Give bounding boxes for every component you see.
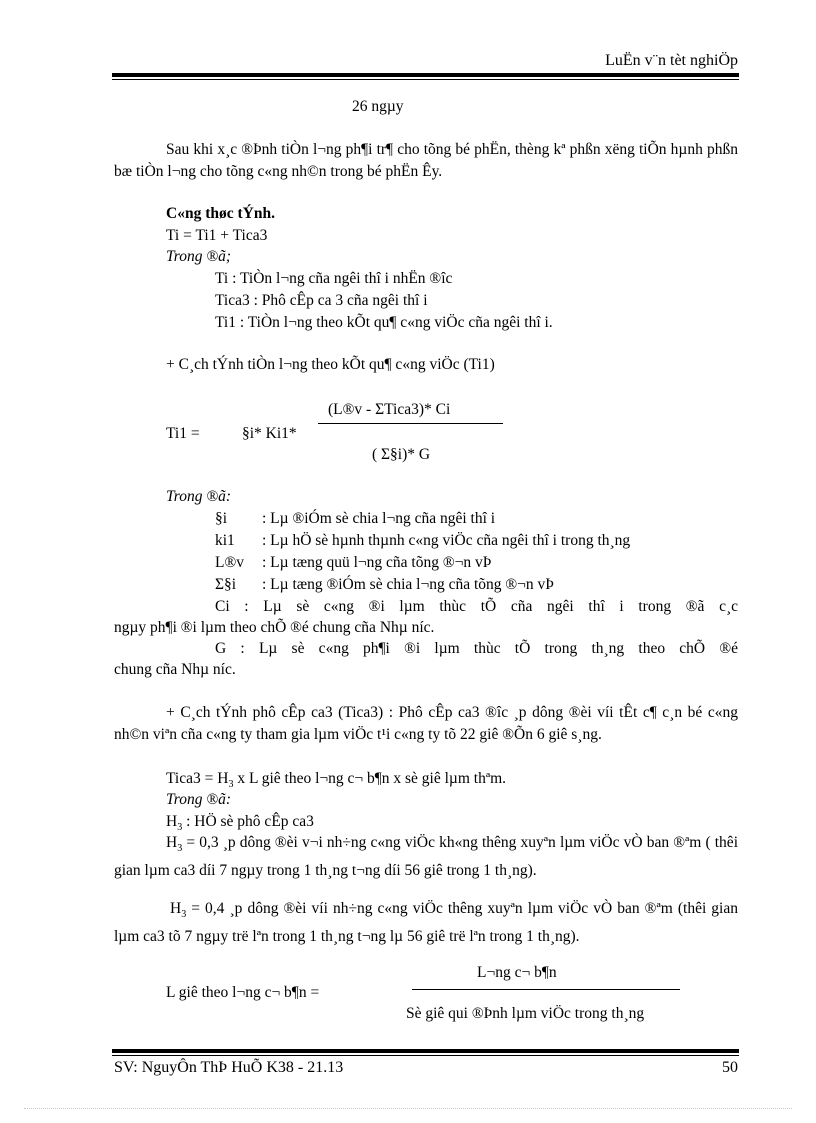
ti1-heading: + C¸ch tÝnh tiÒn l¬ng theo kÕt qu¶ c«ng viÖc (Ti1) [166,356,495,373]
header-title: LuËn v¨n tèt nghiÖp [605,52,738,69]
def-ci-line1: Ci : Lµ sè c«ng ®i lµm thùc tÕ cña ngêi thî i trong ®ã c¸c [215,598,738,615]
ti1-factor: §i* Ki1* [242,425,297,442]
h3-0-4-paragraph: $H_3 = 0,4$ ¸p dông ®èi víi nh÷ng c«ng viÖc thêng xuyªn lµm viÖc vÒ ban ®ªm (thêi gian lµm ca3 tõ 7 ngµy trë lªn trong 1 th¸ng t¬ng lµ 56 giê trë lªn trong 1 th¸ng). [114,900,738,946]
intro-paragraph: Sau khi x¸c ®Þnh tiÒn l¬ng ph¶i tr¶ cho tõng bé phËn, thèng kª phßn xëng tiÕn hµnh phßn bæ tiÒn l¬ng cho tõng c«ng nh©n trong bé phËn Êy. [114,141,738,180]
ti1-numerator: (L®v - ΣTica3)* Ci [328,401,451,418]
def-g-line2: chung cña Nhµ níc. [114,661,236,678]
def-sym-ki1: ki1 [215,532,235,549]
def-ci-line2: ngµy ph¶i ®i lµm theo chÕ ®é chung cña Nhµ níc. [114,619,435,636]
def-sym-ldv: L®v [215,554,244,571]
header-rule-thin [112,79,739,80]
def-ti1: Ti1 : TiÒn l¬ng theo kÕt qu¶ c«ng viÖc cña ngêi thî i. [215,314,553,331]
def-ti: Ti : TiÒn l¬ng cña ngêi thî i nhËn ®îc [215,270,453,287]
def-tica3: Tica3 : Phô cÊp ca 3 cña ngêi thî i [215,292,428,309]
lgio-denominator: Sè giê qui ®Þnh lµm viÖc trong th¸ng [406,1005,645,1022]
footer-author: SV: NguyÔn ThÞ HuÕ K38 - 21.13 [114,1059,344,1076]
def-desc-di: : Lµ ®iÓm sè chia l¬ng cña ngêi thî i [262,510,496,527]
footer-rule-thin [112,1055,739,1056]
page-bottom-dotted-border [24,1108,792,1109]
header-rule-thick [112,73,739,77]
trong-do-1: Trong ®ã; [166,248,232,265]
ti1-denominator: ( Σ§i)* G [372,446,431,463]
h3-definition: $H_3$ : HÖ sè phô cÊp ca3 [166,813,314,834]
def-sym-sumdi: Σ§i [215,576,237,593]
tica3-formula-text: Tica3 = $H_3$ x L giê theo l¬ng c¬ b¶n x sè giê lµm thªm. [166,770,507,791]
top-line: 26 ngµy [352,98,404,115]
tica3-paragraph: + C¸ch tÝnh phô cÊp ca3 (Tica3) : Phô cÊp ca3 ®îc ¸p dông ®èi víi tÊt c¶ c¸n bé c«ng nh©n viªn cña c«ng ty tham gia lµm viÖc t¹i c«ng ty tõ 22 giê ®Õn 6 giê s¸ng. [114,704,738,743]
def-g-line1: G : Lµ sè c«ng ph¶i ®i lµm thùc tÕ trong th¸ng theo chÕ ®é [215,640,738,657]
lgio-numerator: L¬ng c¬ b¶n [477,964,557,981]
trong-do-2: Trong ®ã: [166,488,232,505]
footer-page-number: 50 [722,1059,738,1076]
h3-0-3-paragraph: $H_3 = 0,3$ ¸p dông ®èi v¬i nh÷ng c«ng viÖc kh«ng thêng xuyªn lµm viÖc vÒ ban ®ªm ( thêi gian lµm ca3 díi 7 ngµy trong 1 th¸ng t¬ng díi 56 giê trong 1 th¸ng). [114,834,738,880]
lgio-lhs: L giê theo l¬ng c¬ b¶n = [166,984,320,1001]
def-desc-ldv: : Lµ tæng quü l¬ng cña tõng ®¬n vÞ [262,554,492,571]
lgio-fraction-bar [412,989,680,990]
formula-heading: C«ng thøc tÝnh. [166,205,275,222]
footer-rule-thick [112,1049,739,1053]
def-desc-ki1: : Lµ hÖ sè hµnh thµnh c«ng viÖc cña ngêi thî i trong th¸ng [262,532,631,549]
formula-ti: Ti = Ti1 + Tica3 [166,227,268,244]
ti1-lhs: Ti1 = [166,425,200,442]
def-sym-di: §i [215,510,228,527]
trong-do-3: Trong ®ã: [166,791,232,808]
def-desc-sumdi: : Lµ tæng ®iÓm sè chia l¬ng cña tõng ®¬n vÞ [262,576,554,593]
ti1-fraction-bar [318,423,503,424]
